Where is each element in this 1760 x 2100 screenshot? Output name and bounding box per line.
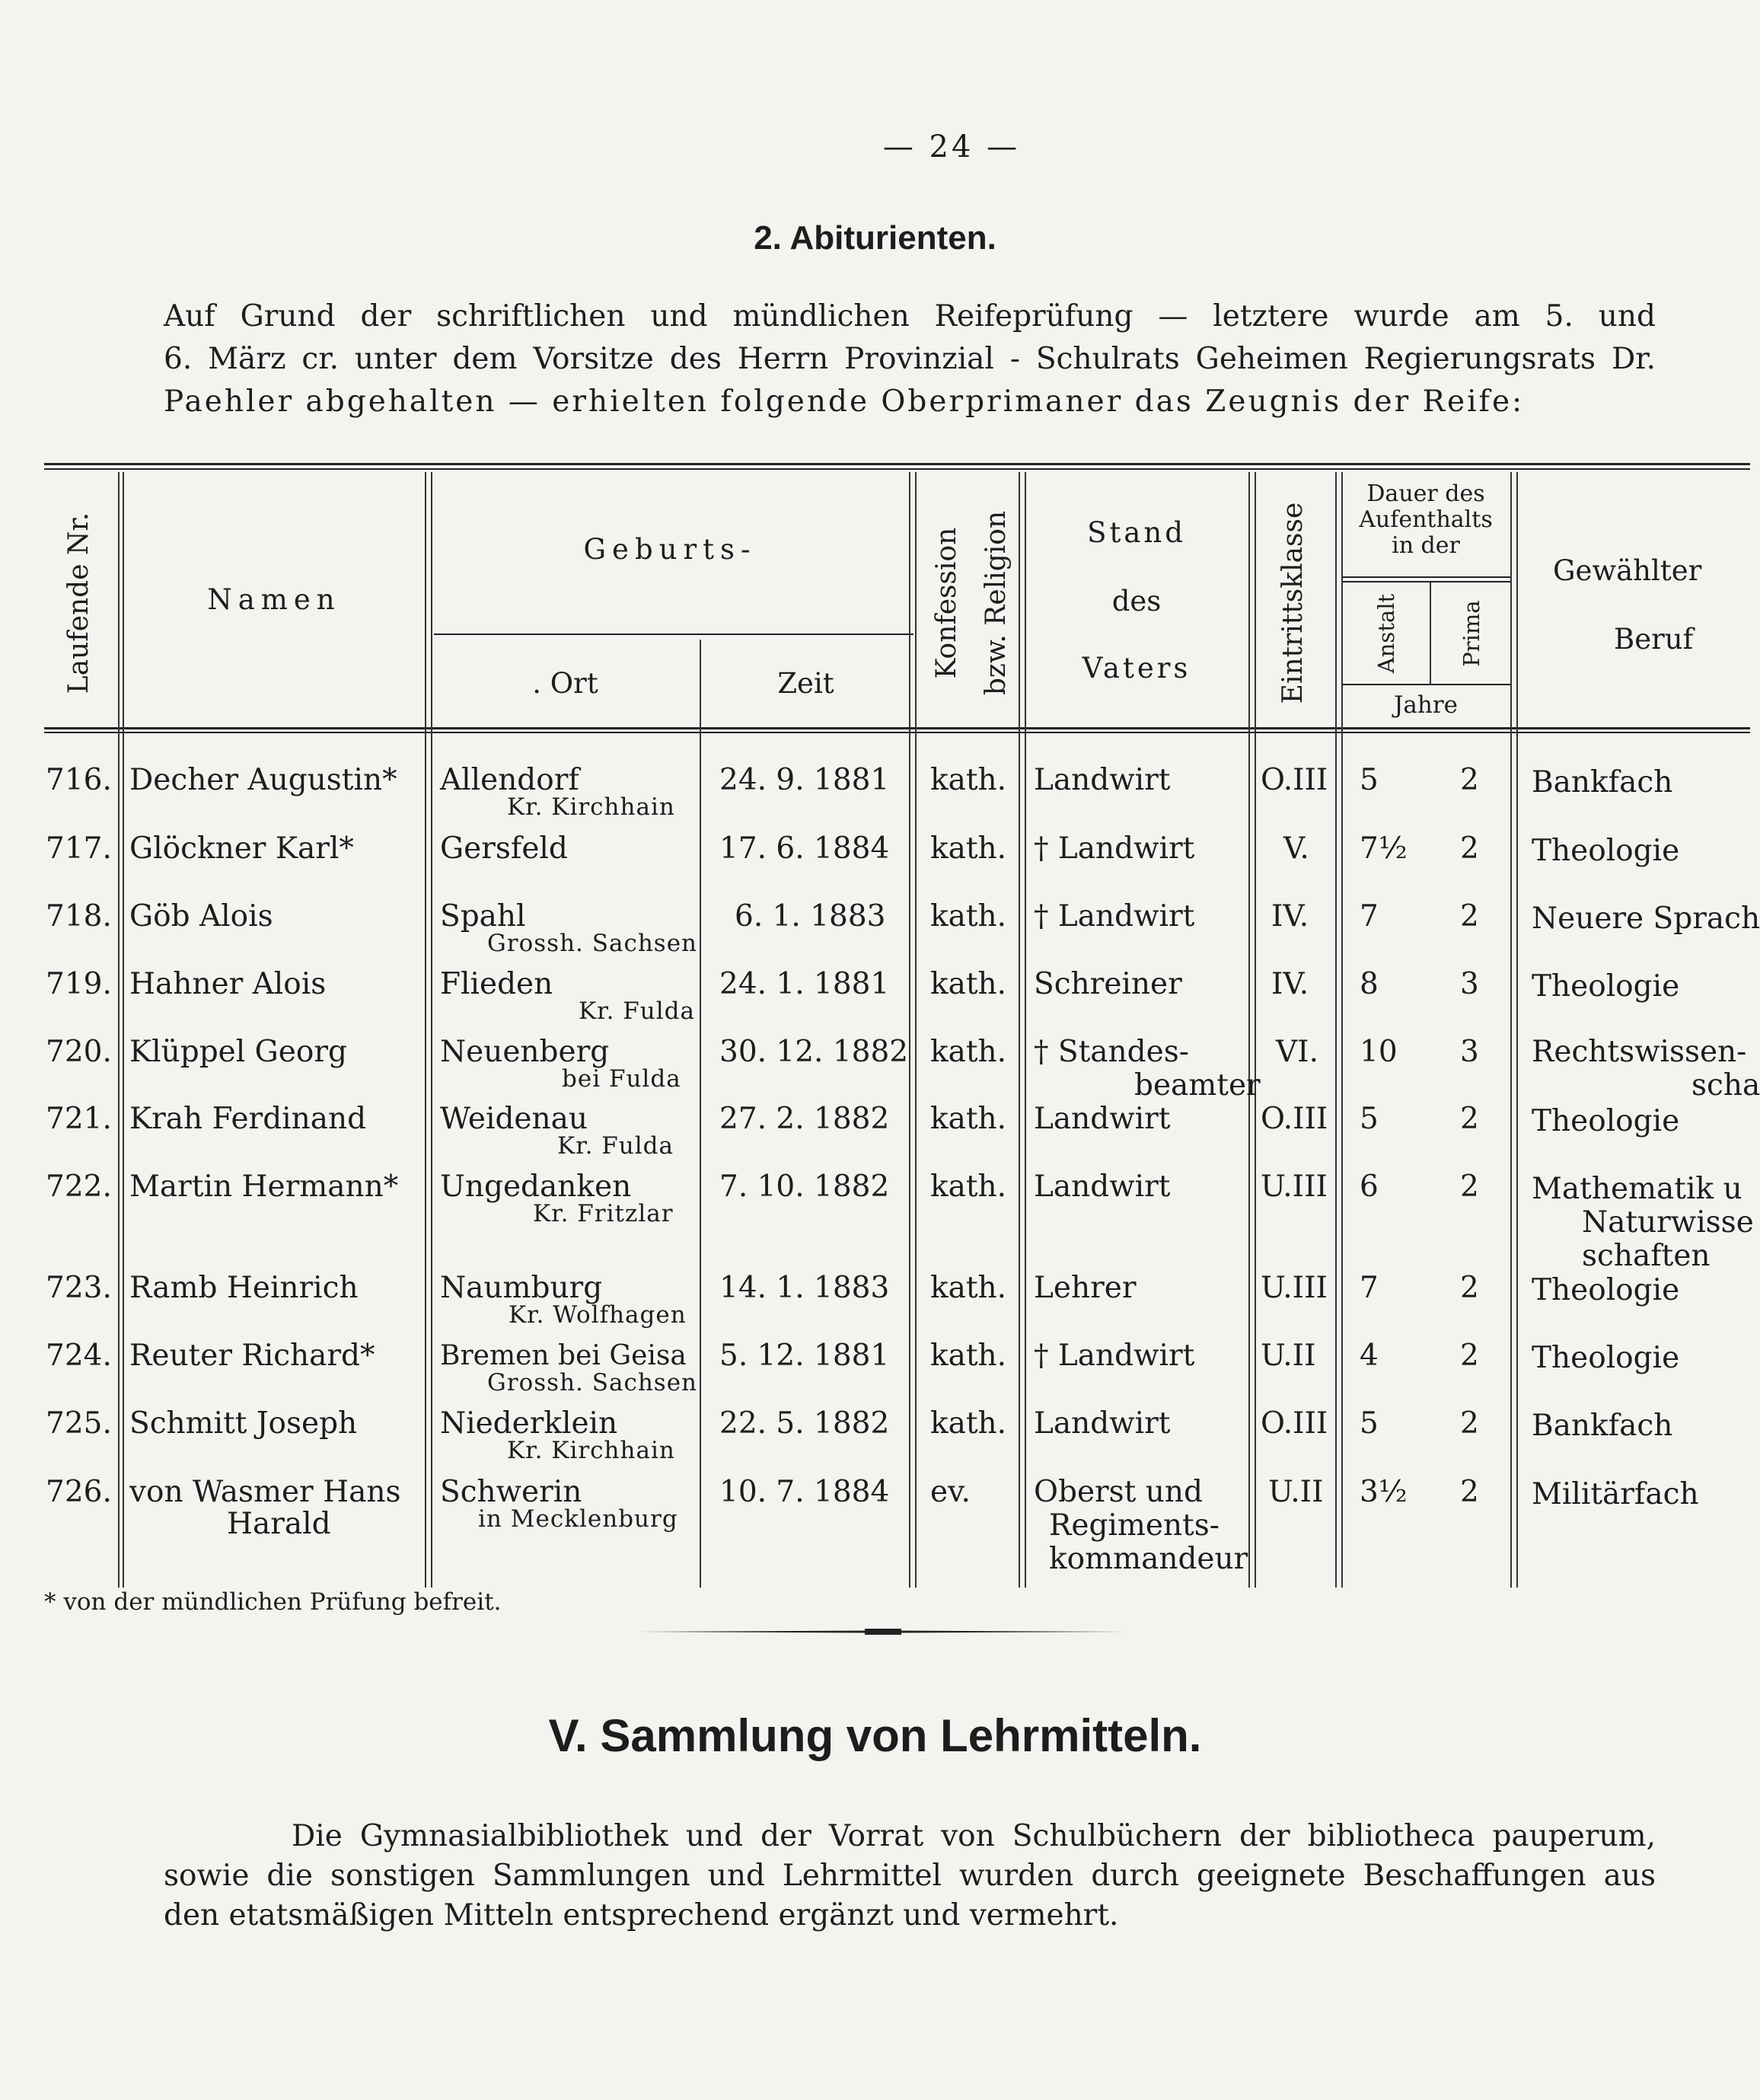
header-konfession: Konfession <box>931 527 962 679</box>
section-heading: 2. Abiturienten. <box>754 219 996 257</box>
col-divider <box>123 472 124 1588</box>
header-stand: Stand <box>1087 516 1186 549</box>
row-beruf: Theologie <box>1532 1341 1680 1375</box>
outro-line: Die Gymnasialbibliothek und der Vorrat von Schulbüchern der bibliotheca pauperum, <box>292 1819 1656 1853</box>
row-zeit: 5. 12. 1881 <box>719 1339 890 1373</box>
row-anstalt: 5 <box>1360 1406 1379 1441</box>
row-anstalt: 7 <box>1360 899 1379 934</box>
row-name: Klüppel Georg <box>129 1035 347 1069</box>
header-bottom-rule-2 <box>44 732 1750 733</box>
page-number: — 24 — <box>882 129 1021 164</box>
row-zeit: 22. 5. 1882 <box>719 1406 890 1441</box>
row-nr: 719. <box>46 967 112 1001</box>
row-nr: 721. <box>46 1102 112 1136</box>
outro-line: sowie die sonstigen Sammlungen und Lehrmittel wurden durch geeignete Beschaffungen aus <box>164 1859 1656 1893</box>
row-ort-sub: Kr. Fulda <box>557 1132 674 1160</box>
row-name: Decher Augustin* <box>129 763 397 797</box>
header-zeit: Zeit <box>777 667 834 700</box>
header-dauer-2: Aufenthalts <box>1359 506 1493 533</box>
row-anstalt: 7½ <box>1360 831 1408 866</box>
row-konfession: kath. <box>930 763 1007 797</box>
row-konfession: ev. <box>930 1475 971 1509</box>
row-stand: Oberst und <box>1034 1475 1203 1509</box>
row-nr: 722. <box>46 1170 112 1204</box>
row-klasse: VI. <box>1276 1035 1318 1069</box>
col-divider <box>431 472 432 1588</box>
row-name: Hahner Alois <box>129 967 327 1001</box>
col-divider <box>1255 472 1256 1588</box>
row-zeit: 24. 1. 1881 <box>719 967 890 1001</box>
row-ort: Allendorf <box>440 763 579 797</box>
row-konfession: kath. <box>930 967 1007 1001</box>
row-klasse: V. <box>1283 831 1309 866</box>
row-konfession: kath. <box>930 1271 1007 1305</box>
header-beruf-1: Gewählter <box>1553 554 1702 587</box>
header-dauer-3: in der <box>1392 532 1460 559</box>
row-name: Ramb Heinrich <box>129 1271 359 1305</box>
row-nr: 717. <box>46 831 112 866</box>
row-zeit: 7. 10. 1882 <box>719 1170 890 1204</box>
row-ort-sub: Kr. Fulda <box>579 997 695 1025</box>
row-ort-sub: Kr. Kirchhain <box>507 793 675 821</box>
row-stand: Landwirt <box>1034 1170 1171 1204</box>
row-beruf: Theologie <box>1532 969 1680 1004</box>
row-nr: 716. <box>46 763 112 797</box>
row-ort: Neuenberg <box>440 1035 610 1069</box>
row-konfession: kath. <box>930 831 1007 866</box>
row-prima: 3 <box>1460 1035 1479 1069</box>
row-klasse: IV. <box>1271 967 1309 1001</box>
row-nr: 725. <box>46 1406 112 1441</box>
header-namen: Namen <box>207 583 341 616</box>
row-zeit: 24. 9. 1881 <box>719 763 890 797</box>
row-anstalt: 5 <box>1360 1102 1379 1136</box>
row-prima: 2 <box>1460 1170 1479 1204</box>
row-stand: Landwirt <box>1034 1406 1171 1441</box>
col-divider <box>909 472 910 1588</box>
col-divider <box>1019 472 1020 1588</box>
header-anstalt: Anstalt <box>1373 593 1399 674</box>
row-prima: 2 <box>1460 1339 1479 1373</box>
row-prima: 2 <box>1460 1475 1479 1509</box>
row-ort: Schwerin <box>440 1475 582 1509</box>
row-stand-2: Regiments- <box>1049 1508 1220 1543</box>
row-beruf: Mathematik u <box>1532 1172 1742 1206</box>
row-ort: Weidenau <box>440 1102 588 1136</box>
outro-line: den etatsmäßigen Mitteln entsprechend ergänzt und vermehrt. <box>164 1898 1119 1932</box>
row-ort: Flieden <box>440 967 553 1001</box>
row-ort-sub: in Mecklenburg <box>478 1505 678 1533</box>
row-ort: Bremen bei Geisa <box>440 1340 687 1371</box>
row-beruf: Theologie <box>1532 1104 1680 1138</box>
row-nr: 718. <box>46 899 112 934</box>
jahre-rule <box>1341 684 1510 685</box>
row-ort: Niederklein <box>440 1406 618 1441</box>
header-stand-des: des <box>1111 585 1162 618</box>
row-prima: 2 <box>1460 1102 1479 1136</box>
header-stand-vaters: Vaters <box>1082 652 1191 685</box>
row-ort-sub: Kr. Wolfhagen <box>509 1301 687 1329</box>
row-zeit: 6. 1. 1883 <box>735 899 886 934</box>
row-ort: Spahl <box>440 899 526 934</box>
row-prima: 2 <box>1460 763 1479 797</box>
row-klasse: O.III <box>1261 1102 1328 1136</box>
col-divider <box>1510 472 1512 1588</box>
col-divider <box>425 472 426 1588</box>
row-anstalt: 10 <box>1360 1035 1398 1069</box>
row-beruf-2: scha <box>1691 1068 1760 1103</box>
row-ort-sub: Kr. Kirchhain <box>507 1437 675 1464</box>
row-name: Krah Ferdinand <box>129 1102 367 1136</box>
row-stand: Schreiner <box>1034 967 1182 1001</box>
intro-line: Paehler abgehalten — erhielten folgende Oberprimaner das Zeugnis der Reife: <box>164 385 1525 419</box>
row-zeit: 14. 1. 1883 <box>719 1271 890 1305</box>
section5-heading: V. Sammlung von Lehrmitteln. <box>548 1710 1202 1761</box>
row-anstalt: 8 <box>1360 967 1379 1001</box>
row-ort: Naumburg <box>440 1271 603 1305</box>
table-top-rule <box>44 463 1750 465</box>
row-prima: 2 <box>1460 1406 1479 1441</box>
row-ort-sub: Grossh. Sachsen <box>487 930 698 957</box>
row-name: Glöckner Karl* <box>129 831 354 866</box>
row-beruf: Militärfach <box>1532 1477 1699 1511</box>
row-prima: 2 <box>1460 831 1479 866</box>
row-beruf: Theologie <box>1532 1273 1680 1307</box>
row-klasse: U.III <box>1261 1271 1328 1305</box>
intro-line: 6. März cr. unter dem Vorsitze des Herrn Provinzial - Schulrats Geheimen Regierungsrats Dr. <box>164 342 1656 376</box>
col-divider <box>1025 472 1026 1588</box>
row-stand: Landwirt <box>1034 763 1171 797</box>
row-konfession: kath. <box>930 1170 1007 1204</box>
row-ort-sub: Kr. Fritzlar <box>533 1200 674 1227</box>
header-ort: . Ort <box>532 667 598 700</box>
row-konfession: kath. <box>930 1406 1007 1441</box>
row-beruf: Bankfach <box>1532 765 1673 799</box>
row-nr: 724. <box>46 1339 112 1373</box>
footnote: * von der mündlichen Prüfung befreit. <box>44 1588 502 1616</box>
header-laufende-nr: Laufende Nr. <box>63 512 94 694</box>
row-name-2: Harald <box>227 1507 331 1541</box>
row-klasse: U.II <box>1268 1475 1324 1509</box>
row-anstalt: 5 <box>1360 763 1379 797</box>
col-divider <box>1430 582 1431 685</box>
col-divider <box>1516 472 1518 1588</box>
row-anstalt: 6 <box>1360 1170 1379 1204</box>
row-nr: 723. <box>46 1271 112 1305</box>
dauer-rule-2 <box>1341 581 1510 582</box>
col-divider <box>1341 472 1343 1588</box>
row-zeit: 10. 7. 1884 <box>719 1475 890 1509</box>
row-stand: Lehrer <box>1034 1271 1137 1305</box>
row-klasse: U.III <box>1261 1170 1328 1204</box>
col-divider <box>1248 472 1250 1588</box>
row-nr: 726. <box>46 1475 112 1509</box>
row-prima: 2 <box>1460 1271 1479 1305</box>
row-stand-2: beamter <box>1134 1068 1261 1103</box>
row-stand: † Landwirt <box>1034 1339 1195 1373</box>
table-top-rule-2 <box>44 468 1750 470</box>
header-beruf-2: Beruf <box>1614 623 1694 656</box>
row-stand: † Standes- <box>1034 1035 1189 1069</box>
header-jahre: Jahre <box>1393 691 1459 719</box>
row-konfession: kath. <box>930 1102 1007 1136</box>
row-zeit: 27. 2. 1882 <box>719 1102 890 1136</box>
row-zeit: 17. 6. 1884 <box>719 831 890 866</box>
row-zeit: 30. 12. 1882 <box>719 1035 909 1069</box>
col-divider <box>700 640 701 1588</box>
row-beruf: Rechtswissen- <box>1532 1035 1747 1069</box>
row-name: Reuter Richard* <box>129 1339 375 1373</box>
row-ort: Ungedanken <box>440 1170 632 1204</box>
row-prima: 3 <box>1460 967 1479 1001</box>
row-ort: Gersfeld <box>440 831 568 866</box>
row-name: Schmitt Joseph <box>129 1406 358 1441</box>
row-stand: † Landwirt <box>1034 831 1195 866</box>
header-dauer-1: Dauer des <box>1366 480 1485 507</box>
row-name: von Wasmer Hans <box>129 1475 401 1509</box>
header-bottom-rule <box>44 727 1750 729</box>
header-religion: bzw. Religion <box>980 510 1012 696</box>
row-stand: Landwirt <box>1034 1102 1171 1136</box>
row-konfession: kath. <box>930 1035 1007 1069</box>
row-klasse: O.III <box>1261 1406 1328 1441</box>
row-beruf: Neuere Sprach <box>1532 902 1760 936</box>
row-name: Martin Hermann* <box>129 1170 399 1204</box>
row-ort-sub: bei Fulda <box>562 1065 681 1093</box>
outro-paragraph <box>164 1817 1656 1936</box>
row-prima: 2 <box>1460 899 1479 934</box>
header-geburts: Geburts- <box>583 533 757 566</box>
header-eintrittsklasse: Eintrittsklasse <box>1277 502 1309 704</box>
row-beruf: Theologie <box>1532 834 1680 868</box>
row-klasse: O.III <box>1261 763 1328 797</box>
header-prima: Prima <box>1459 600 1484 667</box>
row-name: Göb Alois <box>129 899 273 934</box>
intro-paragraph <box>164 295 1656 423</box>
row-beruf-3: schaften <box>1582 1239 1711 1273</box>
row-klasse: IV. <box>1271 899 1309 934</box>
row-beruf-2: Naturwisse <box>1582 1205 1754 1240</box>
row-klasse: U.II <box>1261 1339 1316 1373</box>
ornament-divider <box>639 1627 1127 1636</box>
row-anstalt: 3½ <box>1360 1475 1408 1509</box>
row-ort-sub: Grossh. Sachsen <box>487 1369 698 1396</box>
row-anstalt: 4 <box>1360 1339 1379 1373</box>
row-stand: † Landwirt <box>1034 899 1195 934</box>
dauer-rule <box>1341 576 1510 578</box>
row-konfession: kath. <box>930 1339 1007 1373</box>
intro-line: Auf Grund der schriftlichen und mündlichen Reifeprüfung — letztere wurde am 5. und <box>164 299 1656 334</box>
row-beruf: Bankfach <box>1532 1409 1673 1443</box>
row-konfession: kath. <box>930 899 1007 934</box>
row-anstalt: 7 <box>1360 1271 1379 1305</box>
row-nr: 720. <box>46 1035 112 1069</box>
geburts-rule <box>434 634 913 635</box>
row-stand-3: kommandeur <box>1049 1542 1248 1576</box>
col-divider <box>915 472 917 1588</box>
col-divider <box>1335 472 1337 1588</box>
col-divider <box>118 472 120 1588</box>
